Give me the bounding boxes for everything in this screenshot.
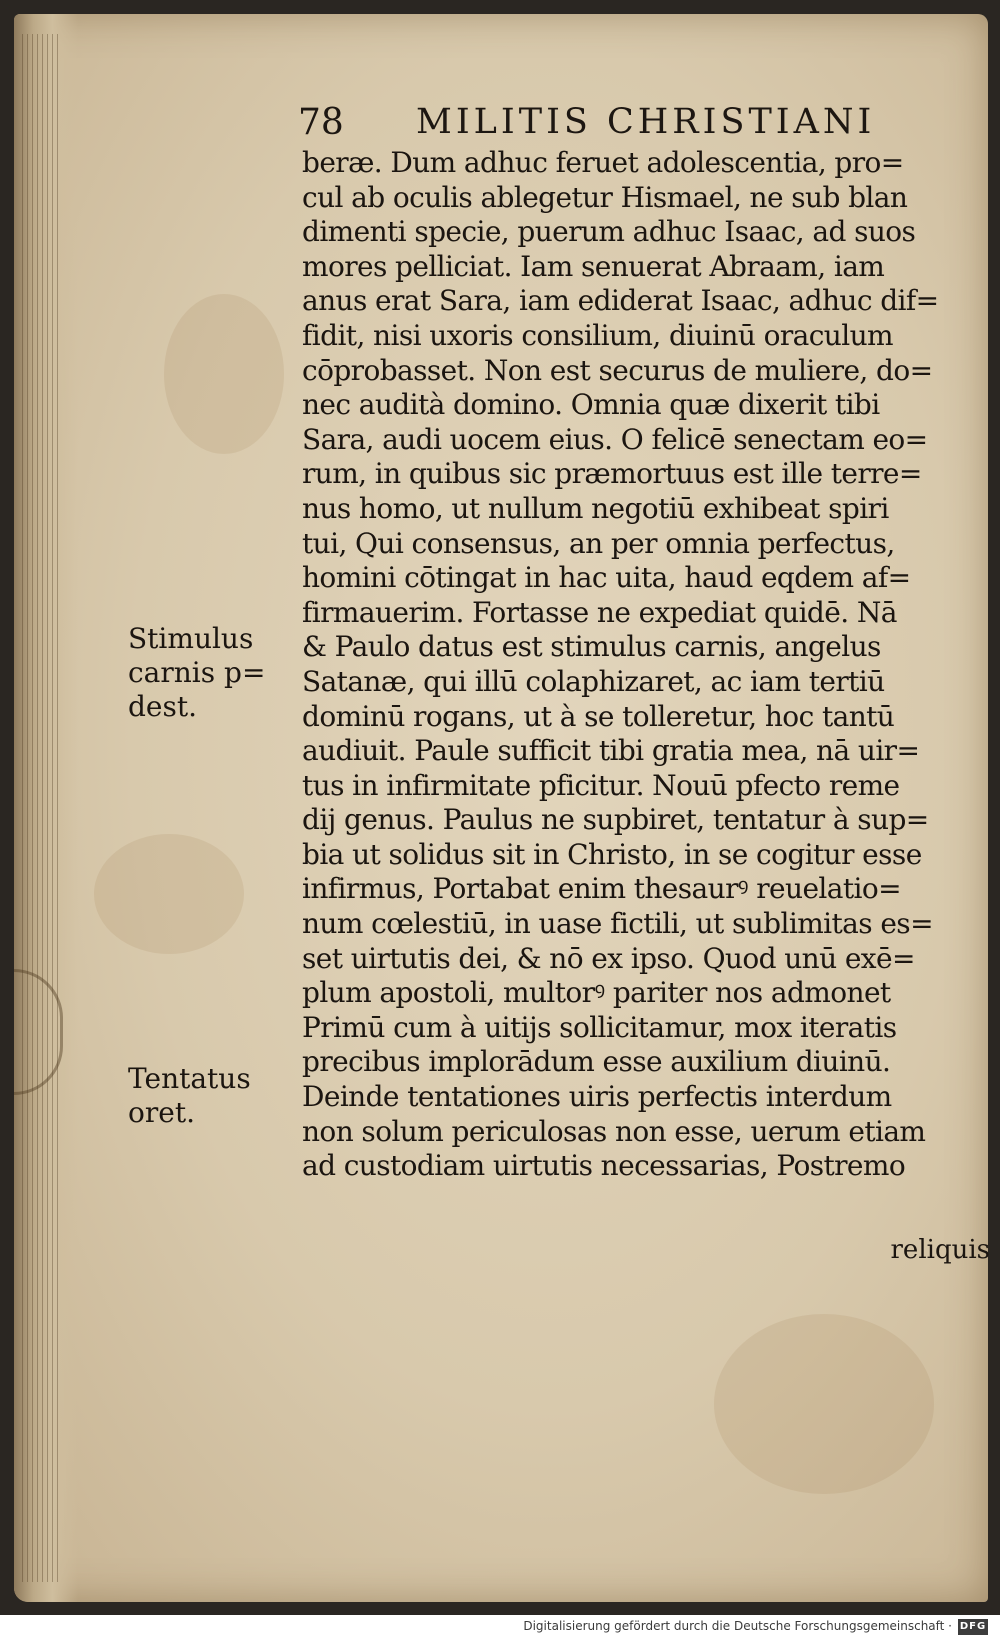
folio-number: 78 <box>298 102 344 143</box>
text-line: mores pelliciat. Iam senuerat Abraam, iam <box>302 249 885 283</box>
text-line: ad custodiam uirtutis necessarias, Postremo <box>302 1149 906 1183</box>
dfg-logo: DFG <box>958 1619 988 1635</box>
text-line: precibus implorādum esse auxilium diuinū. <box>302 1045 891 1079</box>
marginal-note-line: Tentatus <box>128 1062 251 1095</box>
text-line: non solum periculosas non esse, uerum etiam <box>302 1114 926 1148</box>
text-line: tus in infirmitate pficitur. Nouū pfecto reme <box>302 768 900 802</box>
text-line: & Paulo datus est stimulus carnis, angelus <box>302 630 881 664</box>
marginal-note-line: Stimulus <box>128 622 254 655</box>
text-line: nus homo, ut nullum negotiū exhibeat spiri <box>302 491 889 525</box>
text-line: fidit, nisi uxoris consilium, diuinū oraculum <box>302 318 893 352</box>
text-line: cul ab oculis ablegetur Hismael, ne sub blan <box>302 180 908 214</box>
footer-bar <box>0 1615 1000 1641</box>
text-line: Satanæ, qui illū colaphizaret, ac iam tertiū <box>302 664 885 698</box>
text-line: rum, in quibus sic præmortuus est ille terre= <box>302 457 922 491</box>
text-line: dij genus. Paulus ne supbiret, tentatur à sup= <box>302 803 929 837</box>
paper-stain <box>164 294 284 454</box>
text-line: infirmus, Portabat enim thesaurꝰ reuelatio= <box>302 872 901 906</box>
text-line: bia ut solidus sit in Christo, in se cogitur esse <box>302 837 922 871</box>
text-line: anus erat Sara, iam ediderat Isaac, adhuc dif= <box>302 284 939 318</box>
marginal-note-line: oret. <box>128 1096 195 1129</box>
text-line: firmauerim. Fortasse ne expediat quidē. Nā <box>302 595 897 629</box>
text-line: homini cōtingat in hac uita, haud eqdem af= <box>302 561 911 595</box>
text-line: Sara, audi uocem eius. O felicē senectam eo= <box>302 422 928 456</box>
page-edges <box>22 34 58 1582</box>
page-gutter <box>14 14 78 1602</box>
marginal-note <box>128 1062 251 1130</box>
text-line: Deinde tentationes uiris perfectis interdum <box>302 1080 892 1114</box>
text-line: dominū rogans, ut à se tolleretur, hoc tantū <box>302 699 895 733</box>
text-line: nec audità domino. Omnia quæ dixerit tibi <box>302 388 880 422</box>
catchword: reliquis <box>890 1235 990 1265</box>
marginal-note-line: carnis p= <box>128 656 266 689</box>
text-line: tui, Qui consensus, an per omnia perfectus, <box>302 526 895 560</box>
running-title: MILITIS CHRISTIANI <box>416 102 876 142</box>
text-line: num cœlestiū, in uase fictili, ut sublimitas es= <box>302 907 933 941</box>
text-line: set uirtutis dei, & nō ex ipso. Quod unū exē= <box>302 941 915 975</box>
text-line: beræ. Dum adhuc feruet adolescentia, pro= <box>302 146 904 179</box>
text-line: audiuit. Paule sufficit tibi gratia mea, nā uir= <box>302 734 920 768</box>
paper-stain <box>714 1314 934 1494</box>
marginal-note-line: dest. <box>128 690 198 723</box>
page-header <box>298 98 938 148</box>
funding-credit: Digitalisierung gefördert durch die Deutsche Forschungsgemeinschaft · <box>523 1619 952 1633</box>
paper-stain <box>94 834 244 954</box>
text-line: plum apostoli, multorꝰ pariter nos admonet <box>302 976 891 1010</box>
text-line: dimenti specie, puerum adhuc Isaac, ad suos <box>302 215 916 249</box>
text-line: cōprobasset. Non est securus de muliere, do= <box>302 353 933 387</box>
main-text-block <box>302 146 952 1184</box>
text-line: Primū cum à uitijs sollicitamur, mox iteratis <box>302 1010 897 1044</box>
marginal-note <box>128 622 265 724</box>
